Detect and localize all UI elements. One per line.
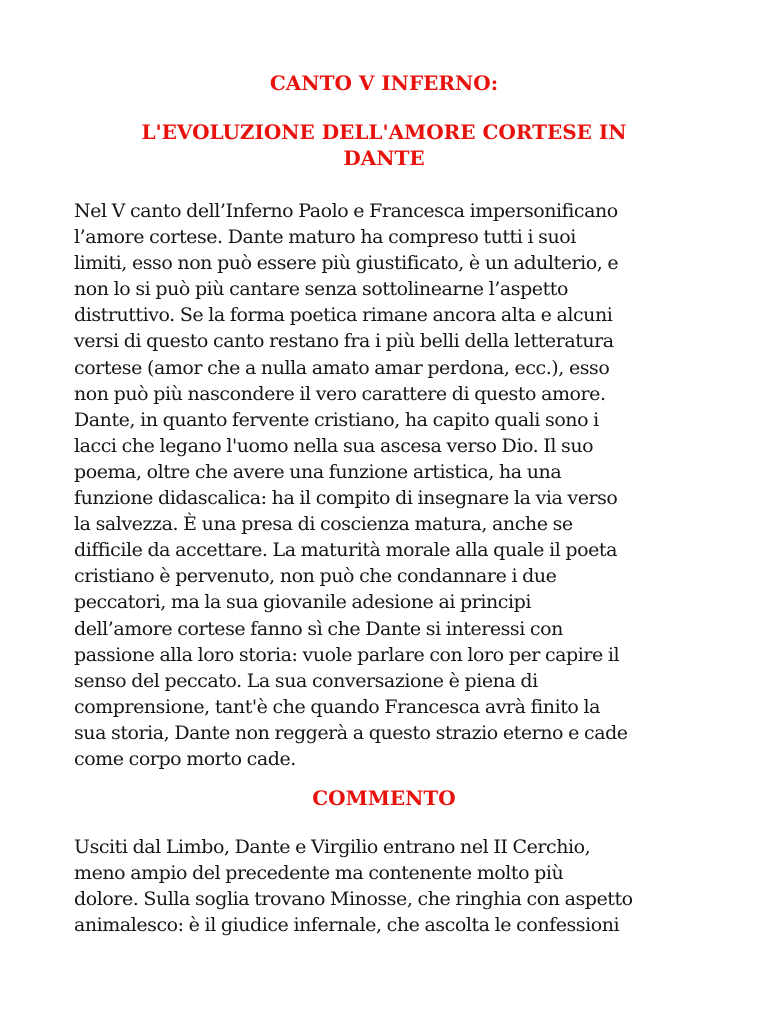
intro-paragraph [74,198,694,772]
section-heading: COMMENTO [312,786,456,810]
text-line: non può più nascondere il vero carattere di questo amore. [74,382,606,405]
text-line: lacci che legano l'uomo nella sua ascesa verso Dio. Il suo [74,434,594,457]
text-line: versi di questo canto restano fra i più belli della letteratura [74,330,614,353]
page-title: CANTO V INFERNO: [269,71,499,95]
text-line: meno ampio del precedente ma contenente molto più [74,862,564,885]
text-line: cortese (amor che a nulla amato amar perdona, ecc.), esso [74,356,610,379]
text-line: dolore. Sulla soglia trovano Minosse, che ringhia con aspetto [74,888,633,911]
text-line: Nel V canto dell’Inferno Paolo e Francesca impersonificano [74,200,618,222]
text-line: senso del peccato. La sua conversazione è piena di [74,669,538,692]
comment-paragraph [74,834,694,938]
text-line: limiti, esso non può essere più giustificato, è un adulterio, e [74,252,619,275]
text-line: funzione didascalica: ha il compito di insegnare la via verso [74,487,618,510]
text-line: animalesco: è il giudice infernale, che ascolta le confessioni [74,914,620,937]
text-line: Usciti dal Limbo, Dante e Virgilio entrano nel II Cerchio, [74,836,591,858]
text-line: passione alla loro storia: vuole parlare con loro per capire il [74,643,620,666]
page-subtitle: L'EVOLUZIONE DELL'AMORE CORTESE IN DANTE [141,120,627,170]
text-line: Dante, in quanto fervente cristiano, ha capito quali sono i [74,408,599,431]
text-line: difficile da accettare. La maturità morale alla quale il poeta [74,539,617,562]
text-line: come corpo morto cade. [74,747,296,770]
text-line: poema, oltre che avere una funzione artistica, ha una [74,460,562,483]
text-line: distruttivo. Se la forma poetica rimane ancora alta e alcuni [74,304,613,327]
text-line: sua storia, Dante non reggerà a questo strazio eterno e cade [74,721,628,744]
text-line: dell’amore cortese fanno sì che Dante si interessi con [74,617,563,640]
text-line: peccatori, ma la sua giovanile adesione ai principi [74,591,531,614]
text-line: l’amore cortese. Dante maturo ha compreso tutti i suoi [74,226,576,249]
text-line: la salvezza. È una presa di coscienza matura, anche se [74,513,573,536]
text-line: cristiano è pervenuto, non può che condannare i due [74,565,557,588]
text-line: comprensione, tant'è che quando Francesca avrà finito la [74,695,600,718]
text-line: non lo si può più cantare senza sottolinearne l’aspetto [74,278,568,301]
